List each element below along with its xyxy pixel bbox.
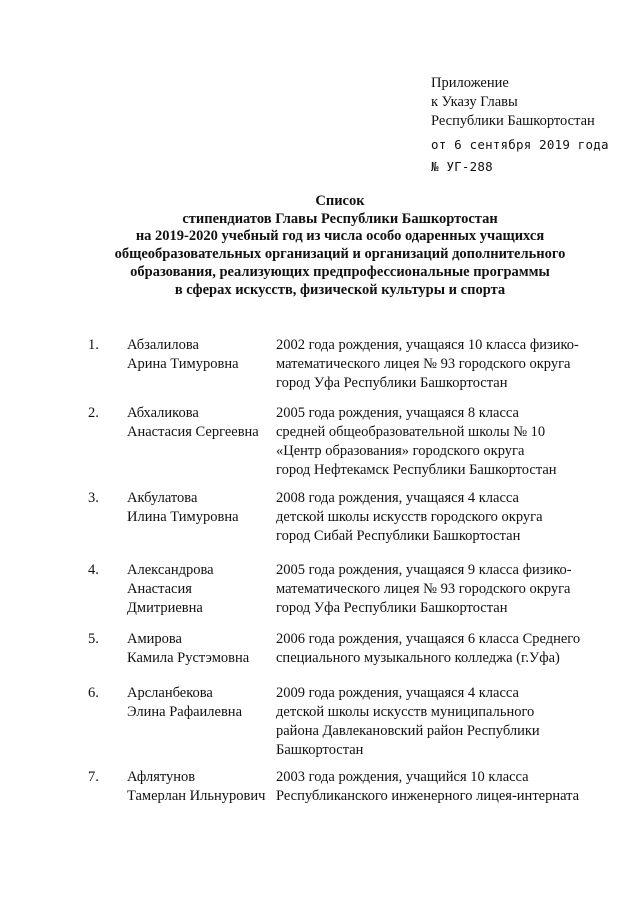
student-description (276, 336, 616, 393)
title-line: стипендиатов Главы Республики Башкортостан (182, 210, 498, 227)
title-line: на 2019-2020 учебный год из числа особо одаренных учащихся (135, 228, 545, 245)
student-description (276, 684, 616, 760)
item-number: 3. (88, 490, 99, 506)
name-line: Дмитриевна (127, 600, 203, 616)
student-name (127, 561, 275, 618)
name-line: Анастасия (127, 581, 192, 597)
appendix-line: Республики Башкортостан (431, 113, 595, 129)
student-name (127, 630, 275, 668)
student-description (276, 489, 616, 546)
item-number: 4. (88, 562, 99, 578)
description-line: «Центр образования» городского округа (276, 443, 525, 459)
description-line: математического лицея № 93 городского округа (276, 581, 571, 597)
description-line: района Давлекановский район Республики (276, 723, 540, 739)
description-line: 2005 года рождения, учащаяся 9 класса физико- (276, 562, 572, 578)
student-name (127, 684, 275, 722)
item-number: 7. (88, 769, 99, 785)
name-line: Арсланбекова (127, 685, 213, 701)
title-line: Список (315, 193, 365, 209)
description-line: средней общеобразовательной школы № 10 (276, 424, 546, 440)
name-line: Александрова (127, 562, 214, 578)
student-name (127, 336, 275, 374)
name-line: Илина Тимуровна (127, 509, 239, 525)
student-description (276, 630, 616, 668)
student-name (127, 768, 275, 806)
description-line: город Уфа Республики Башкортостан (276, 600, 508, 616)
name-line: Афлятунов (127, 769, 196, 785)
description-line: специального музыкального колледжа (г.Уфа) (276, 650, 560, 666)
name-line: Анастасия Сергеевна (127, 424, 259, 440)
title-line: в сферах искусств, физической культуры и спорта (174, 281, 506, 298)
appendix-line: к Указу Главы (431, 94, 518, 110)
name-line: Абхаликова (127, 405, 199, 421)
name-line: Элина Рафаилевна (127, 704, 243, 720)
name-line: Амирова (127, 631, 182, 647)
name-line: Абзалилова (127, 337, 199, 353)
name-line: Акбулатова (127, 490, 198, 506)
description-line: детской школы искусств муниципального (276, 704, 535, 720)
decree-number: № УГ-288 (431, 159, 493, 174)
description-line: 2009 года рождения, учащаяся 4 класса (276, 685, 519, 701)
student-name (127, 404, 275, 442)
title-line: образования, реализующих предпрофессиональные программы (130, 263, 550, 280)
decree-date: от 6 сентября 2019 года (431, 137, 609, 152)
description-line: математического лицея № 93 городского округа (276, 356, 571, 372)
description-line: детской школы искусств городского округа (276, 509, 543, 525)
document-title (60, 193, 620, 299)
appendix-header (431, 74, 595, 131)
description-line: город Нефтекамск Республики Башкортостан (276, 462, 557, 478)
name-line: Арина Тимуровна (127, 356, 239, 372)
title-line: общеобразовательных организаций и организаций дополнительного (114, 246, 566, 263)
item-number: 5. (88, 631, 99, 647)
description-line: 2005 года рождения, учащаяся 8 класса (276, 405, 519, 421)
decree-stamp (431, 134, 609, 178)
description-line: 2003 года рождения, учащийся 10 класса (276, 769, 529, 785)
name-line: Тамерлан Ильнурович (127, 788, 266, 804)
item-number: 1. (88, 337, 99, 353)
student-name (127, 489, 275, 527)
description-line: 2006 года рождения, учащаяся 6 класса Среднего (276, 631, 581, 647)
item-number: 6. (88, 685, 99, 701)
student-description (276, 404, 616, 480)
description-line: город Уфа Республики Башкортостан (276, 375, 508, 391)
description-line: 2002 года рождения, учащаяся 10 класса физико- (276, 337, 579, 353)
description-line: Республиканского инженерного лицея-интерната (276, 788, 580, 804)
description-line: 2008 года рождения, учащаяся 4 класса (276, 490, 519, 506)
name-line: Камила Рустэмовна (127, 650, 250, 666)
appendix-line: Приложение (431, 75, 509, 91)
student-description (276, 768, 616, 806)
description-line: Башкортостан (276, 742, 364, 758)
item-number: 2. (88, 405, 99, 421)
description-line: город Сибай Республики Башкортостан (276, 528, 521, 544)
student-description (276, 561, 616, 618)
